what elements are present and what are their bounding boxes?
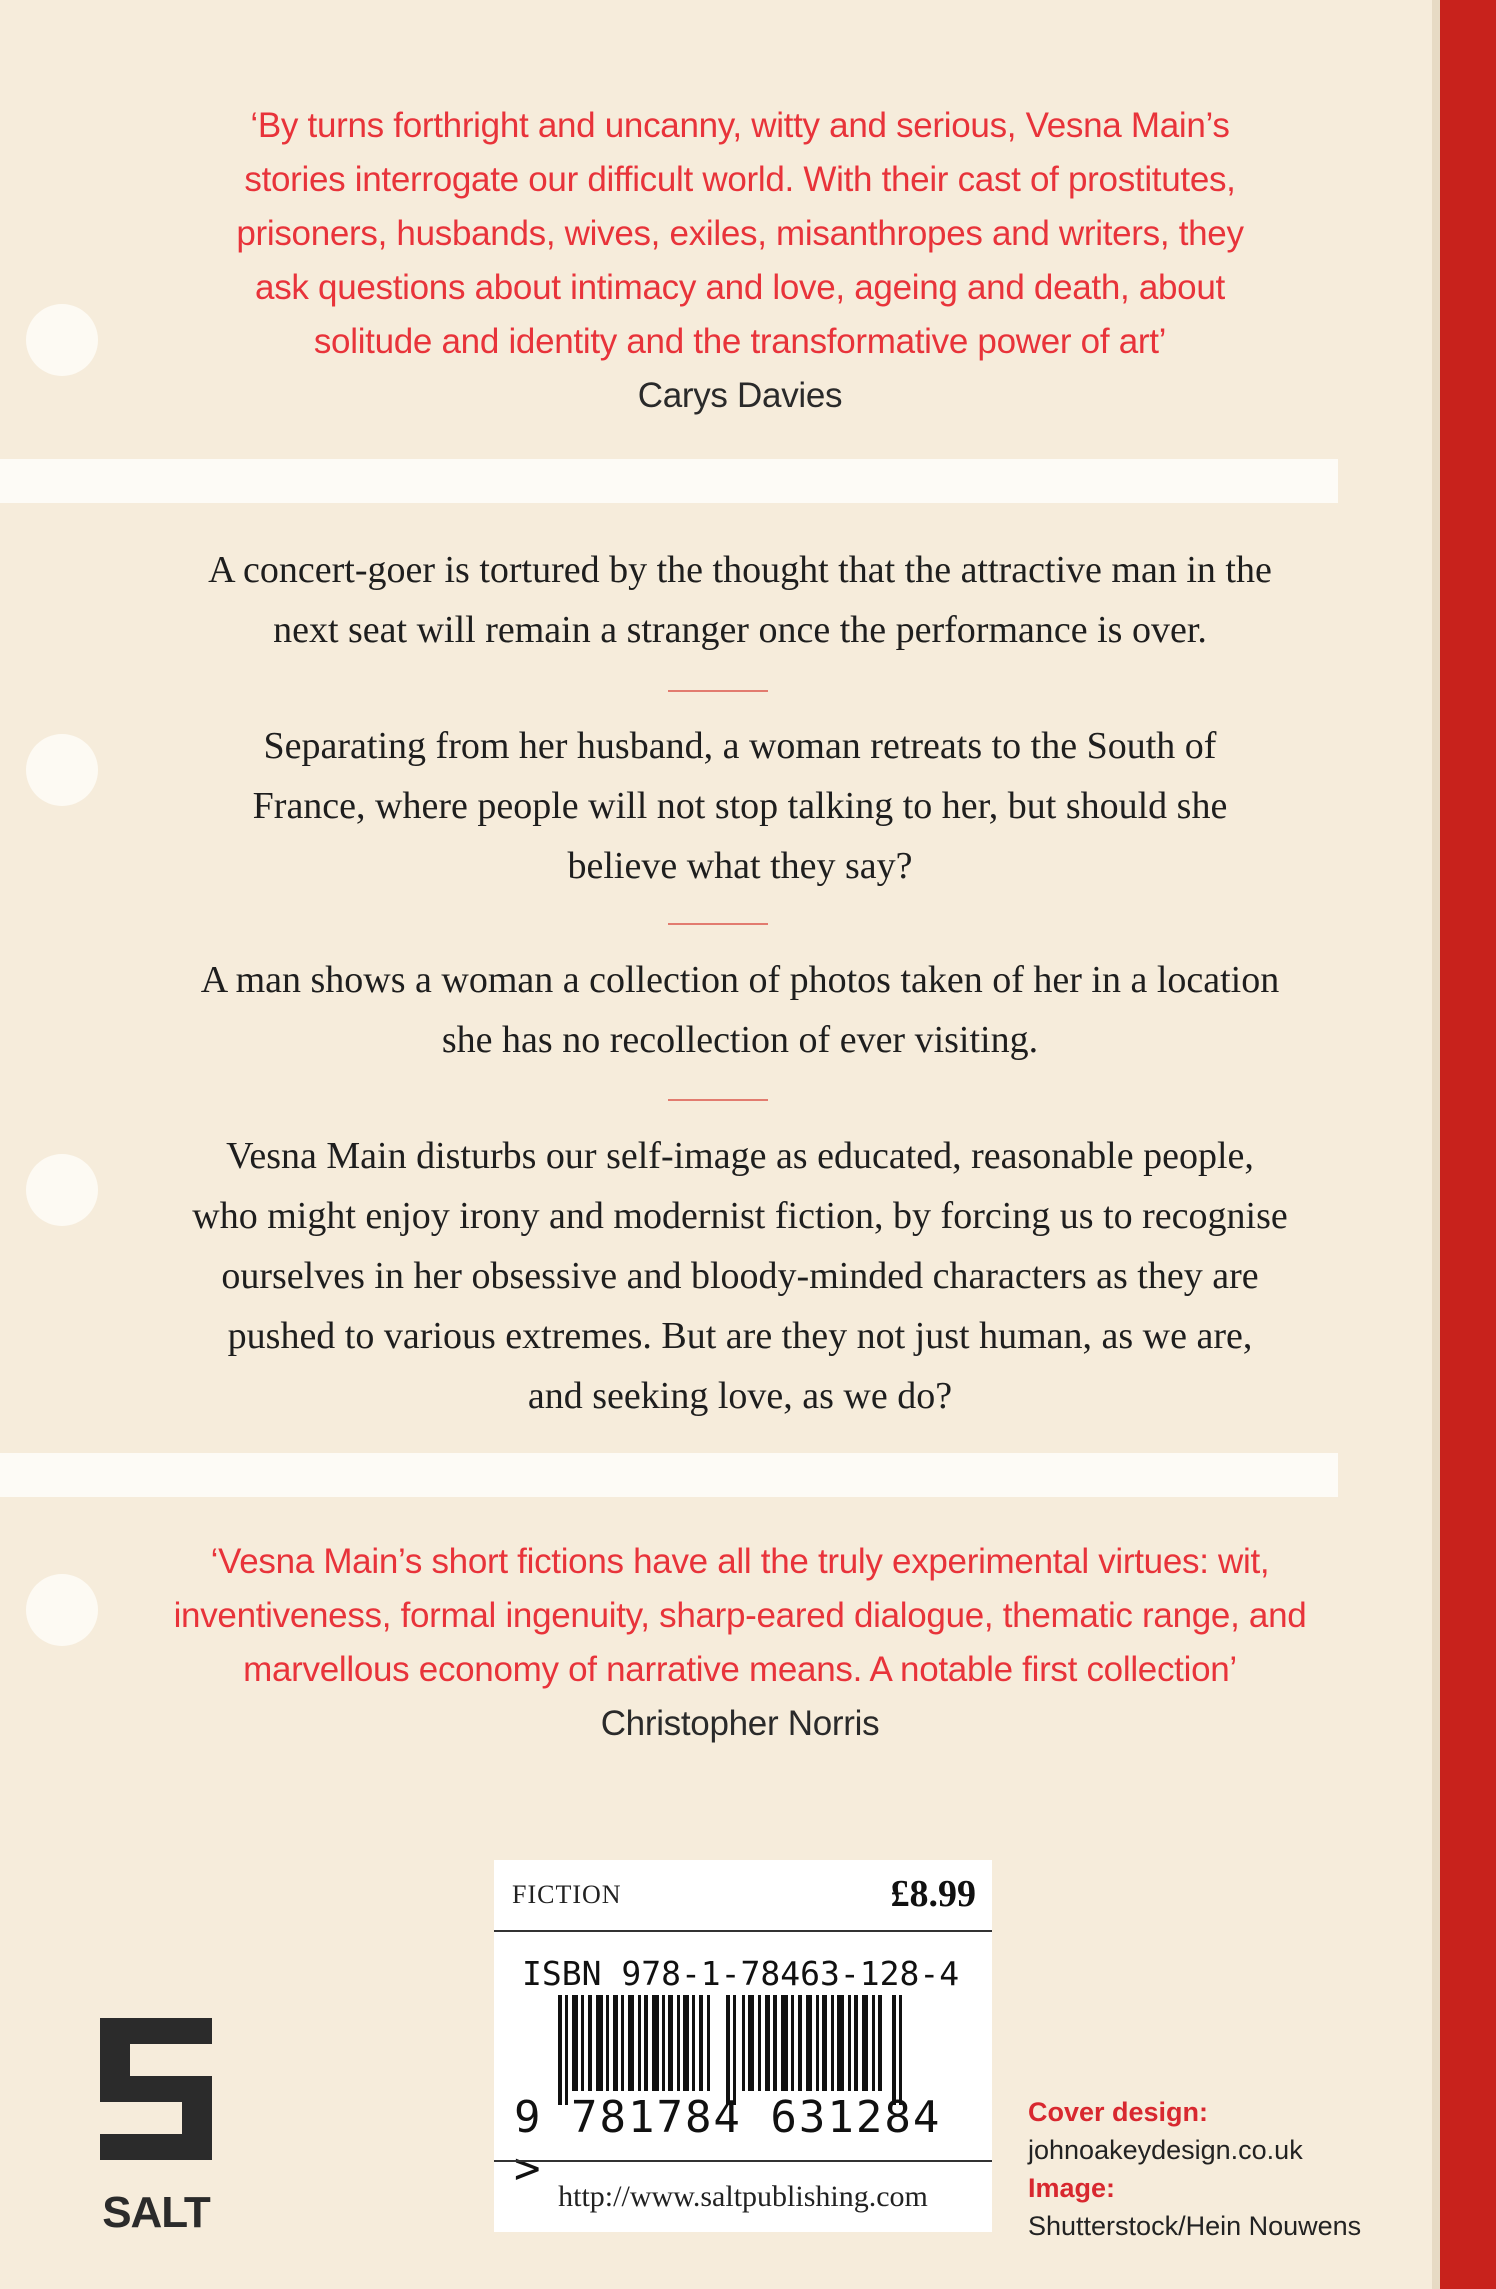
url-footer (494, 2160, 992, 2234)
quote-line: inventiveness, formal ingenuity, sharp-eared dialogue, thematic range, and (173, 1596, 1307, 1635)
blurb-line: pushed to various extremes. But are they not just human, as we are, (227, 1315, 1253, 1357)
blurb-line: A concert-goer is tortured by the thought that the attractive man in the (208, 549, 1272, 591)
blurb-line: next seat will remain a stranger once the performance is over. (273, 609, 1207, 651)
barcode (558, 1995, 928, 2105)
quote-line: prisoners, husbands, wives, exiles, misanthropes and writers, they (236, 214, 1244, 253)
blurb-paragraph-4 (110, 1126, 1370, 1426)
publisher-name: SALT (102, 2188, 210, 2237)
punch-hole (26, 734, 98, 806)
cover-design-value: johnoakeydesign.co.uk (1028, 2135, 1303, 2165)
image-credit-label: Image: (1028, 2173, 1116, 2203)
blurb-line: who might enjoy irony and modernist fiction, by forcing us to recognise (192, 1195, 1288, 1237)
review-quote-top (110, 99, 1370, 423)
price-header (494, 1860, 992, 1932)
genre-label: FICTION (512, 1880, 622, 1909)
book-spine (1440, 0, 1496, 2289)
punch-hole (26, 1574, 98, 1646)
spine-edge (1432, 0, 1440, 2289)
section-rule (668, 690, 768, 692)
punch-hole (26, 1154, 98, 1226)
blurb-line: France, where people will not stop talking to her, but should she (252, 785, 1228, 827)
blurb-line: Separating from her husband, a woman retreats to the South of (263, 725, 1217, 767)
quote-line: stories interrogate our difficult world. With their cast of prostitutes, (244, 160, 1236, 199)
quote-line: ‘By turns forthright and uncanny, witty and serious, Vesna Main’s (250, 106, 1230, 145)
divider-band (0, 1453, 1338, 1497)
barcode-digits: 9 781784 631284 > (514, 2092, 942, 2194)
review-quote-bottom (110, 1535, 1370, 1751)
section-rule (668, 1099, 768, 1101)
blurb-line: she has no recollection of ever visiting. (441, 1019, 1039, 1061)
blurb-paragraph-1 (110, 540, 1370, 660)
quote-attribution: Christopher Norris (600, 1704, 880, 1743)
punch-hole (26, 304, 98, 376)
blurb-line: Vesna Main disturbs our self-image as educated, reasonable people, (226, 1135, 1254, 1177)
quote-line: ‘Vesna Main’s short fictions have all the truly experimental virtues: wit, (210, 1542, 1270, 1581)
isbn-text: ISBN 978-1-78463-128-4 (522, 1954, 960, 1993)
divider-band (0, 459, 1338, 503)
blurb-paragraph-2 (110, 716, 1370, 896)
credits-block (1028, 2093, 1361, 2245)
section-rule (668, 923, 768, 925)
quote-line: solitude and identity and the transformative power of art’ (313, 322, 1167, 361)
publisher-url[interactable]: http://www.saltpublishing.com (558, 2180, 928, 2213)
quote-line: marvellous economy of narrative means. A notable first collection’ (243, 1650, 1237, 1689)
price-label: £8.99 (890, 1873, 976, 1915)
quote-line: ask questions about intimacy and love, ageing and death, about (255, 268, 1225, 307)
blurb-line: and seeking love, as we do? (527, 1375, 953, 1417)
cover-design-label: Cover design: (1028, 2097, 1209, 2127)
salt-s-logo-icon (100, 2018, 212, 2178)
blurb-line: believe what they say? (567, 845, 913, 887)
price-barcode-box (494, 1860, 992, 2232)
blurb-line: ourselves in her obsessive and bloody-minded characters as they are (221, 1255, 1259, 1297)
quote-attribution: Carys Davies (637, 376, 843, 415)
blurb-line: A man shows a woman a collection of photos taken of her in a location (200, 959, 1280, 1001)
blurb-paragraph-3 (110, 950, 1370, 1070)
image-credit-value: Shutterstock/Hein Nouwens (1028, 2211, 1362, 2241)
